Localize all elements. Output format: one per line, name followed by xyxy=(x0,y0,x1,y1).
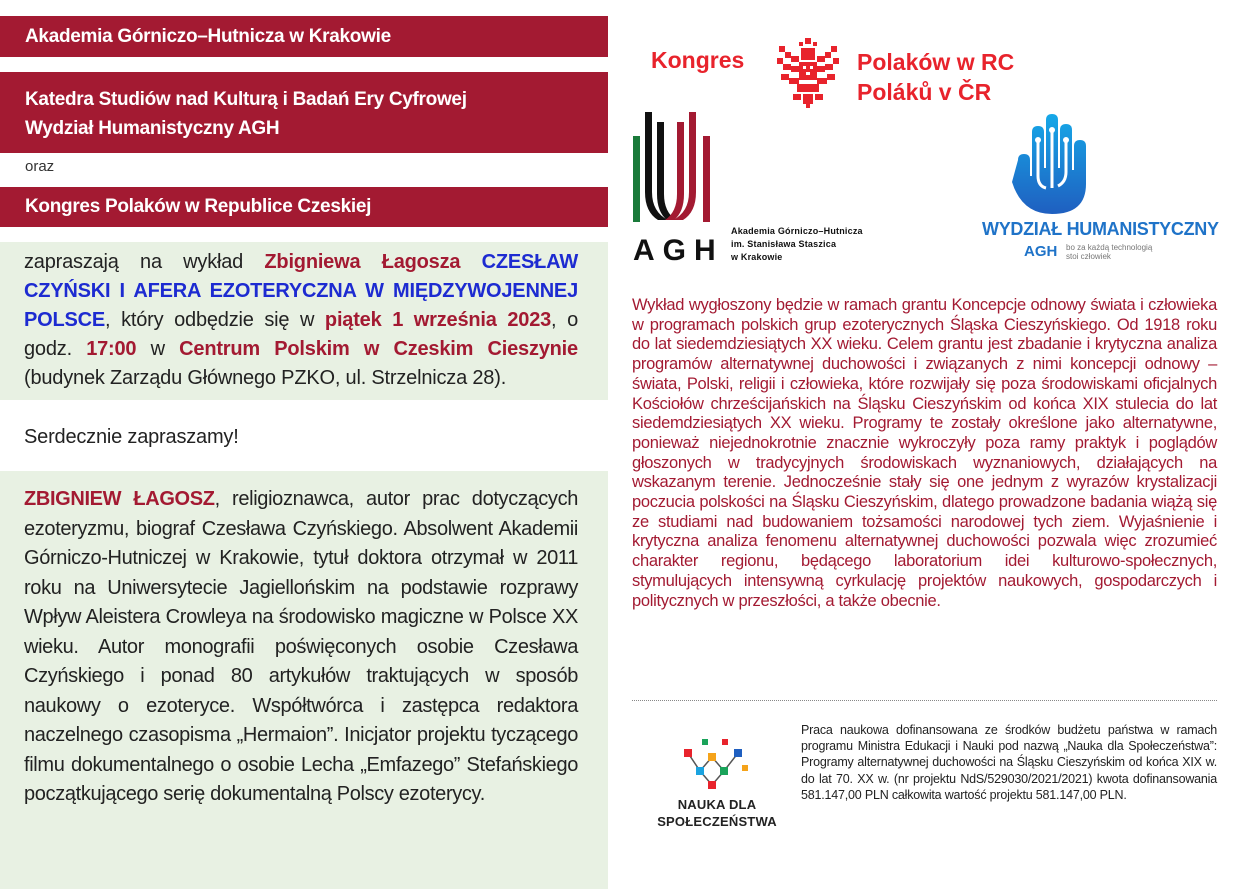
wh-tag-line: stoi człowiek xyxy=(1066,252,1111,261)
nauka-line: SPOŁECZEŃSTWA xyxy=(657,814,777,829)
place-prefix: w xyxy=(136,338,180,360)
agh-full-name xyxy=(731,225,863,264)
place-details: (budynek Zarządu Głównego PZKO, ul. Strzelnicza 28). xyxy=(24,367,507,389)
eagle-icon xyxy=(775,36,841,110)
invitation-lead: zapraszają na wykład xyxy=(24,251,265,273)
bio-panel xyxy=(0,471,608,889)
wh-tag-line: bo za każdą technologią xyxy=(1066,243,1153,252)
hand-icon xyxy=(1010,112,1096,216)
lecture-date: piątek 1 września 2023 xyxy=(324,309,552,331)
bio-text: , religioznawca, autor prac dotyczących ezoteryzmu, biograf Czesława Czyńskiego. Absolwent Akademii Górniczo-Hutniczej w Krakowie, tytuł doktora otrzymał w 2011 roku na Uniwersytecie Jagiellońskim na podstawie rozprawy Wpływ Aleistera Crowleya na środowisko magiczne w Polsce XX wieku. Autor monografii poświęconych osobie Czesława Czyńskiego i ponad 80 artykułów traktujących w sposób naukowy o ezoteryce. Współtwórca i zastępca redaktora naczelnego czasopisma „Hermaion”. Inicjator projektu tyczącego filmu dokumentalnego o osobie Lecha „Emfazego” Stefańskiego początkującego serię dokumentalną Polscy ezoterycy. xyxy=(24,488,578,805)
kongres-country-text xyxy=(857,47,1014,107)
faculty-name: Wydział Humanistyczny AGH xyxy=(25,118,280,139)
dotted-divider xyxy=(632,700,1217,701)
lecture-place: Centrum Polskim w Czeskim Cieszynie xyxy=(179,338,578,360)
lecture-time: 17:00 xyxy=(86,338,137,360)
wh-logo-title: WYDZIAŁ HUMANISTYCZNY xyxy=(982,219,1219,239)
invitation-panel xyxy=(0,242,608,400)
agh-logo-icon xyxy=(631,112,713,228)
university-name: Akademia Górniczo–Hutnicza w Krakowie xyxy=(25,26,391,47)
lecture-title: CZESŁAW CZYŃSKI I AFERA EZOTERYCZNA W MIĘDZYWOJENNEJ POLSCE xyxy=(24,251,578,331)
greeting: Serdecznie zapraszamy! xyxy=(24,426,239,448)
agh-letters: AGH xyxy=(633,234,724,267)
wh-logo-tagline xyxy=(1066,243,1152,261)
agh-name-line: im. Stanisława Staszica xyxy=(731,239,837,249)
nauka-line: NAUKA DLA xyxy=(677,797,757,812)
wh-logo-agh: AGH xyxy=(1024,243,1058,260)
speaker-name: Zbigniewa Łagosza xyxy=(264,251,461,273)
funding-note: Praca naukowa dofinansowana ze środków budżetu państwa w ramach programu Ministra Edukacji i Nauki pod nazwą „Nauka dla Społeczeństwa”: Programy alternatywnej duchowości na Śląsku Cieszyńskim od końca XIX w. do lat 70. XX w. (nr projektu NdS/529030/2021/2021) kwota dofinansowania 581.147,00 PLN całkowita wartość projektu 581.147,00 PLN. xyxy=(801,723,1217,802)
nauka-logo-text xyxy=(648,796,786,830)
university-band xyxy=(0,16,608,57)
network-icon xyxy=(682,735,752,791)
invitation-connector: , który odbędzie się w xyxy=(105,309,325,331)
conjunction-text: oraz xyxy=(25,158,55,175)
agh-name-line: w Krakowie xyxy=(731,252,783,262)
kongres-logo-text: Kongres xyxy=(651,47,745,73)
department-name: Katedra Studiów nad Kulturą i Badań Ery Cyfrowej xyxy=(25,89,467,110)
department-band xyxy=(0,72,608,153)
bio-name: ZBIGNIEW ŁAGOSZ xyxy=(24,488,215,510)
partner-band xyxy=(0,187,608,227)
time-prefix: , o godz. xyxy=(24,309,579,360)
grant-description: Wykład wygłoszony będzie w ramach grantu Koncepcje odnowy świata i człowieka w programach polskich grup ezoterycznych Śląska Cieszyńskiego. Od 1918 roku do lat siedemdziesiątych XX wieku. Celem grantu jest zbadanie i krytyczna analiza programów alternatywnej duchowości i związanych z nimi koncepcji odnowy – świata, Polski, religii i człowieka, które rozwijały się poza środowiskami oficjalnych Kościołów chrześcijańskich na Śląsku Cieszyńskim od końca XIX stulecia do lat siedemdziesiątych XX wieku. Programy te zostały określone jako alternatywne, ponieważ niejednokrotnie znacznie wykroczyły poza ramy praktyk i poglądów głoszonych w tradycyjnych środowiskach wyznaniowych, działających na wskazanym terenie. Jednocześnie stały się one jednym z wyrazów krystalizacji poczucia polskości na Śląsku Cieszyńskim, dlatego prowadzone badania wiążą się ze studiami nad budowaniem tożsamości narodowej tych ziem. Wyjaśnienie i krytyczna analiza fenomenu alternatywnej duchowości pozwala więc zrozumieć charakter regionu, będącego laboratorium idei kulturowo-społecznych, stymulujących intensywną cyrkulację projektów naukowych, gospodarczych i politycznych w przeszłości, a także obecnie. xyxy=(632,296,1217,610)
partner-name: Kongres Polaków w Republice Czeskiej xyxy=(25,196,372,217)
agh-name-line: Akademia Górniczo–Hutnicza xyxy=(731,226,863,236)
kongres-line-pl: Polaków w RC xyxy=(857,49,1015,75)
kongres-line-cz: Poláků v ČR xyxy=(857,79,992,105)
